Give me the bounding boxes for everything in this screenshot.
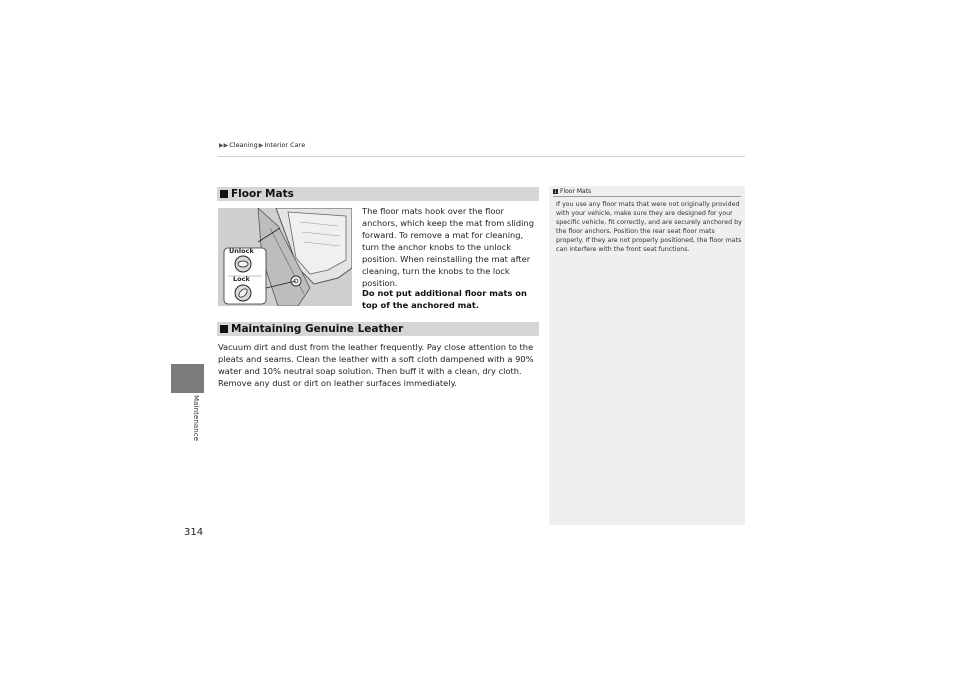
side-note-title	[553, 188, 591, 195]
side-tab-marker	[171, 364, 204, 393]
page-number: 314	[184, 527, 204, 538]
note-info-icon: 1	[554, 189, 557, 194]
side-note-title-text: Floor Mats	[560, 188, 592, 195]
breadcrumb-arrow-icon: ▶▶	[219, 141, 229, 149]
breadcrumb-item-cleaning[interactable]: Cleaning	[229, 141, 258, 149]
section-heading-text: Floor Mats	[231, 188, 294, 200]
leather-body: Vacuum dirt and dust from the leather frequently. Pay close attention to the pleats and seams. Clean the leather with a soft cloth dampened with a 90% water and 10% neutral soap solution. Then buff it with a clean, dry cloth. Remove any dust or dirt on leather surfaces immediately.	[218, 342, 534, 388]
floor-anchor-illustration	[218, 208, 352, 306]
side-tab-label: Maintenance	[192, 395, 200, 442]
section-heading-leather	[217, 322, 539, 336]
side-note-body: If you use any floor mats that were not originally provided with your vehicle, make sure they are designed for your specific vehicle, fit correctly, and are securely anchored by the floor anchors. Position the rear seat floor mats properly. If they are not properly positioned, the floor mats can interfere with the front seat functions.	[556, 201, 742, 254]
figure-label-lock: Lock	[233, 275, 250, 283]
header-divider	[218, 156, 745, 157]
floor-mats-body: The floor mats hook over the floor anchors, which keep the mat from sliding forward. To remove a mat for cleaning, turn the anchor knobs to the unlock position. When reinstalling the mat after cleaning, turn the knobs to the lock position.	[362, 206, 534, 288]
breadcrumb-arrow-icon: ▶	[258, 141, 264, 149]
section-square-icon	[220, 325, 228, 333]
section-square-icon	[220, 190, 228, 198]
floor-mats-warning: Do not put additional floor mats on top of the anchored mat.	[362, 288, 527, 310]
section-heading-floor-mats	[217, 187, 539, 201]
side-note-divider	[553, 196, 741, 197]
breadcrumb	[219, 141, 305, 149]
section-heading-text: Maintaining Genuine Leather	[231, 323, 404, 335]
figure-label-unlock: Unlock	[229, 247, 254, 255]
floor-anchor-drawing	[218, 208, 352, 306]
breadcrumb-item-interior-care[interactable]: Interior Care	[264, 141, 306, 149]
